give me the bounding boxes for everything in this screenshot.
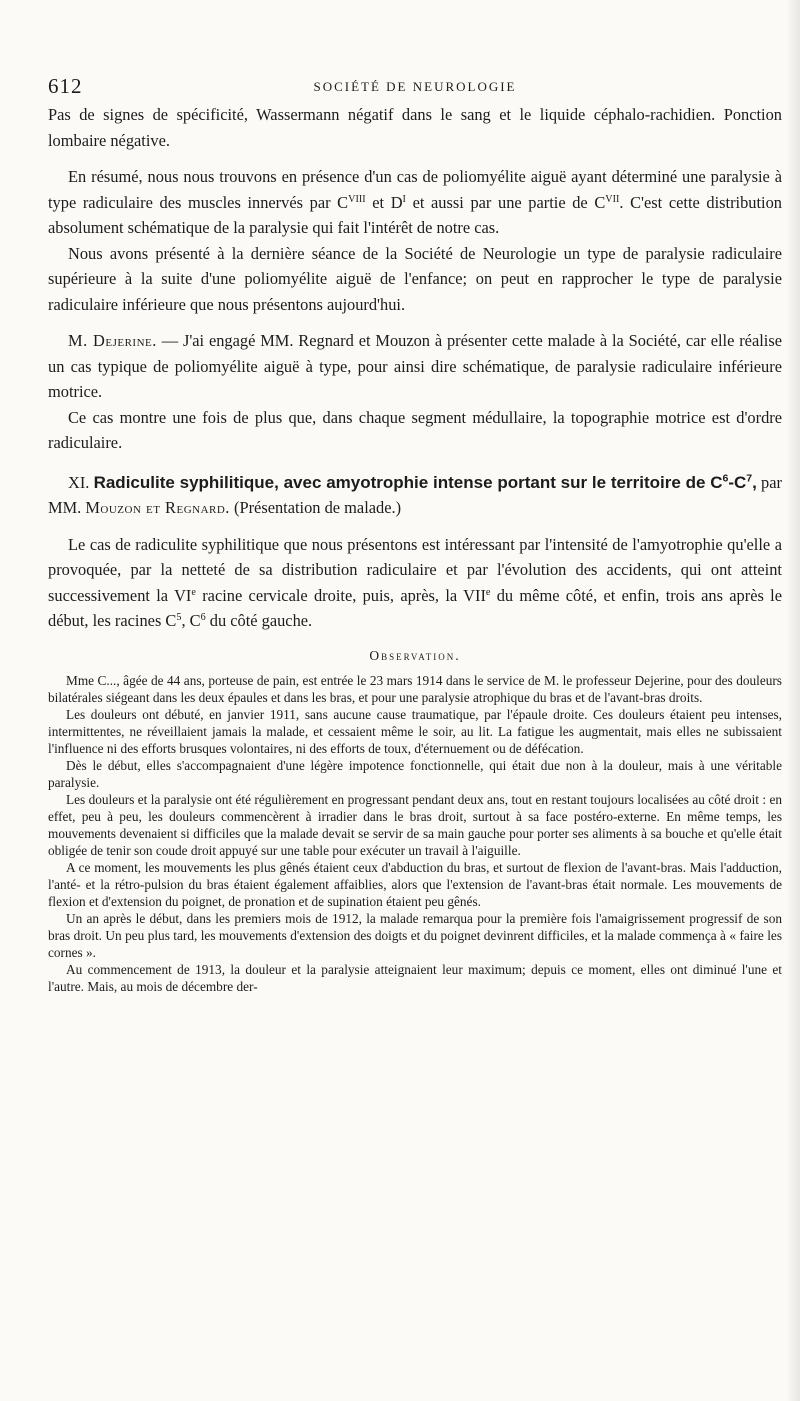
section-number: XI. (68, 472, 90, 492)
running-title: SOCIÉTÉ DE NEUROLOGIE (313, 79, 517, 94)
book-page (48, 74, 782, 995)
section-heading: XI. Radiculite syphilitique, avec amyotrophie intense portant sur le territoire de $C^6-C^7$, par MM. Mouzon et Regnard. (Présentation de malade.) (48, 472, 782, 517)
observation-paragraph-2: Les douleurs ont débuté, en janvier 1911, sans aucune cause traumatique, par l'épaule droite. Ces douleurs étaient peu intenses, intermittentes, ne réveillaient jamais la malade, et cessaient même le soir, au lit. La fatigue les augmentait, mais elles ne subissaient l'influence ni des efforts brusques volontaires, ni des efforts de toux, d'éternuement ou de défécation. (48, 706, 782, 756)
intro-paragraph-3: Nous avons présenté à la dernière séance de la Société de Neurologie un type de paralysie radiculaire supérieure à la suite d'une poliomyélite aiguë de l'enfance; on peut en rapprocher le type de paralysie radiculaire inférieure que nous présentons aujourd'hui. (48, 243, 782, 314)
intro-paragraph-2: En résumé, nous nous trouvons en présence d'un cas de poliomyélite aiguë ayant déterminé une paralysie à type radiculaire des muscles innervés par $C^{VIII}$ et $D^I$ et aussi par une partie de $C^{VII}$. C'est cette distribution absolument schématique de la paralysie qui fait l'intérêt de notre cas. (48, 167, 782, 237)
observation-paragraph-6: Un an après le début, dans les premiers mois de 1912, la malade remarqua pour la première fois l'amaigrissement progressif de son bras droit. Un peu plus tard, les mouvements d'extension des doigts et du poignet devinrent difficiles, et la malade commença à « faire les cornes ». (48, 910, 782, 960)
dejerine-paragraph-1: M. Dejerine. — J'ai engagé MM. Regnard et Mouzon à présenter cette malade à la Société, car elle réalise un cas typique de poliomyélite aiguë à type, pour ainsi dire schématique, de paralysie radiculaire inférieure motrice. (48, 331, 782, 401)
observation-paragraph-1: Mme C..., âgée de 44 ans, porteuse de pain, est entrée le 23 mars 1914 dans le service de M. le professeur Dejerine, pour des douleurs bilatérales siégeant dans les deux épaules et dans les bras, et pour une paralysie atrophique du bras et de l'avant-bras droits. (48, 672, 782, 705)
section-authors: Mouzon et Regnard. (85, 498, 230, 517)
observation-paragraph-5: A ce moment, les mouvements les plus gênés étaient ceux d'abduction du bras, et surtout de flexion de l'avant-bras. Mais l'adduction, l'anté- et la rétro-pulsion du bras étaient également affaiblies, alors que l'extension de l'avant-bras était normale. Les mouvements de flexion et d'extension du poignet, de pronation et de supination étaient peu gênés. (48, 859, 782, 909)
intro-paragraph-1: Pas de signes de spécificité, Wassermann négatif dans le sang et le liquide céphalo-rachidien. Ponction lombaire négative. (48, 105, 782, 150)
dejerine-paragraph-2: Ce cas montre une fois de plus que, dans chaque segment médullaire, la topographie motrice est d'ordre radiculaire. (48, 407, 782, 452)
page-number: 612 (48, 74, 83, 98)
observation-paragraph-3: Dès le début, elles s'accompagnaient d'une légère impotence fonctionnelle, qui était due non à la douleur, mais à une véritable paralysie. (48, 757, 782, 790)
page-edge-shadow (786, 0, 800, 1401)
speaker-name: M. Dejerine. (68, 331, 157, 350)
observation-heading: Observation. (369, 647, 461, 663)
observation-paragraph-4: Les douleurs et la paralysie ont été régulièrement en progressant pendant deux ans, tout en restant toujours localisées au côté droit : en effet, peu à peu, les douleurs commencèrent à irradier dans le bras droit, surtout à sa face postéro-externe. En même temps, les mouvements devenaient si difficiles que la malade devait se servir de sa main gauche pour porter ses aliments à sa bouche et qu'elle était obligée de tenir son coude droit appuyé sur une table pour exécuter un travail à l'aiguille. (48, 791, 782, 858)
running-head (48, 74, 782, 102)
section-paragraph-1: Le cas de radiculite syphilitique que nous présentons est intéressant par l'intensité de l'amyotrophie qu'elle a provoquée, par la netteté de sa distribution radiculaire et par l'évolution des accidents, qui ont atteint successivement la VIe racine cervicale droite, puis, après, la VIIe du même côté, et enfin, trois ans après le début, les racines $C^5$, $C^6$ du côté gauche. (48, 534, 782, 630)
observation-paragraph-7: Au commencement de 1913, la douleur et la paralysie atteignaient leur maximum; depuis ce moment, elles ont diminué l'une et l'autre. Mais, au mois de décembre der- (48, 961, 782, 994)
section-title: Radiculite syphilitique, avec amyotrophie intense portant sur le territoire de $C^6-C^7$, (93, 472, 757, 492)
observation-text (48, 672, 782, 995)
